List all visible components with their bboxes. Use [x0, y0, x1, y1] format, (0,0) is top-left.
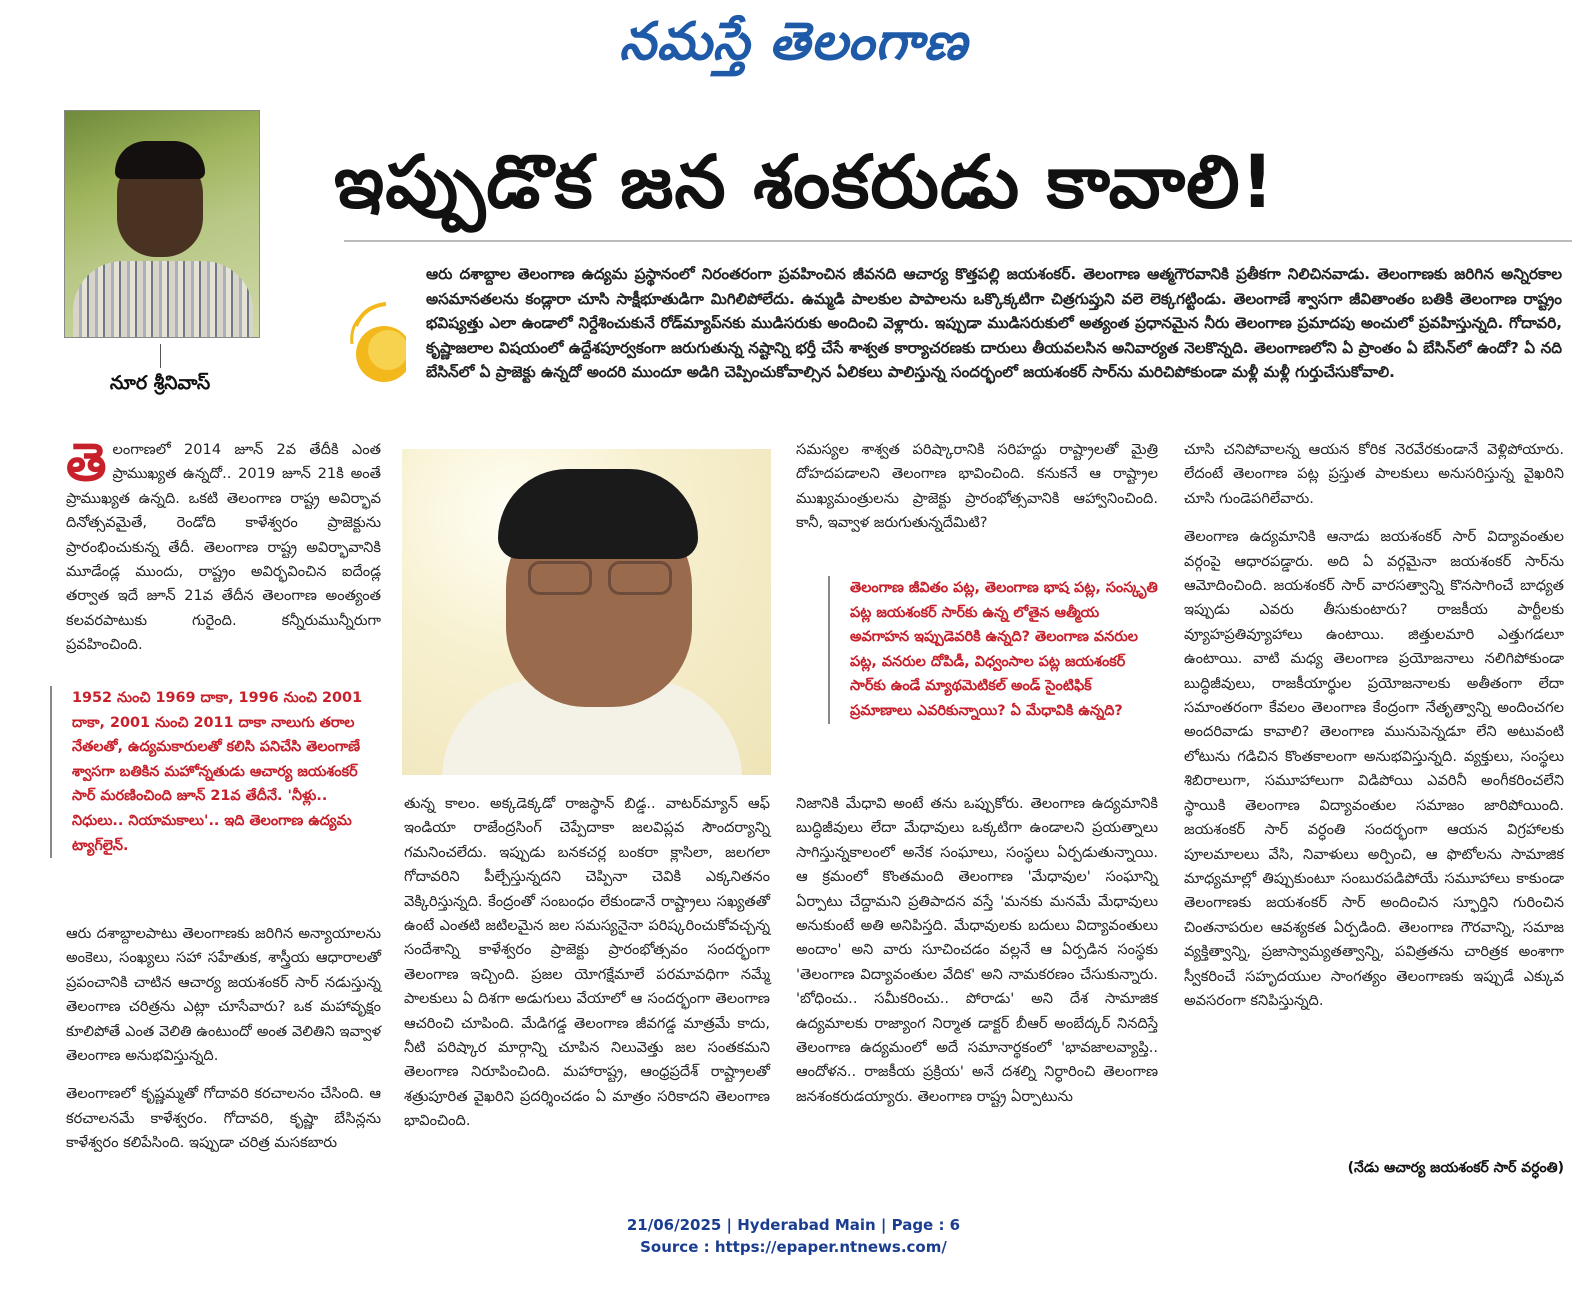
column-3-top [796, 438, 1158, 550]
footer-source: Source : https://epaper.ntnews.com/ [640, 1238, 947, 1256]
col4-paragraph-1: చూసి చనిపోవాలన్న ఆయన కోరిక నెరవేరకుండానే వెళ్లిపోయారు. లేదంటే తెలంగాణ పట్ల ప్రస్తుత పాలకులు అనుసరిస్తున్న వైఖరిని చూసి గుండెపగిలేవారు. [1184, 441, 1564, 507]
intro-paragraph: ఆరు దశాబ్దాల తెలంగాణ ఉద్యమ ప్రస్థానంలో నిరంతరంగా ప్రవహించిన జీవనది ఆచార్య కొత్తపల్లి జయశంకర్. తెలంగాణ ఆత్మగౌరవానికి ప్రతీకగా నిలిచినవాడు. తెలంగాణకు జరిగిన అన్నిరకాల అసమానతలను కండ్లారా చూసి సాక్షీభూతుడిగా మిగిలిపోలేదు. ఉమ్మడి పాలకుల పాపాలను ఒక్కొక్కటిగా చిత్రగుప్తుని వలె లెక్కగట్టిండు. తెలంగాణే శ్వాసగా జీవితాంతం బతికి తెలంగాణ రాష్ట్రం భవిష్యత్తు ఎలా ఉండాలో నిర్దేశించుకునే రోడ్‌మ్యాప్‌నకు ముడిసరుకు అందించి వెళ్లారు. ఇప్పుడా ముడిసరుకులో అత్యంత ప్రధానమైన నీరు తెలంగాణ ప్రమాదపు అంచులో ప్రవహిస్తున్నది. గోదావరి, కృష్ణాజలాల విషయంలో ఉద్దేశపూర్వకంగా జరుగుతున్న నష్టాన్ని భర్తీ చేసే శాశ్వత కార్యాచరణకు దారులు తీయవలసిన అనివార్యత నెలకొన్నది. తెలంగాణలోని ఏ ప్రాంతం ఏ బేసిన్‌లో ఉందో? ఏ నది బేసిన్‌లో ఏ ప్రాజెక్టు ఉన్నదో అందరి ముందూ అడిగి చెప్పించుకోవాల్సిన ఏలికలు పాలిస్తున్న సందర్భంలో జయశంకర్ సార్‌ను మరిచిపోకుండా మళ్లీ మళ్లీ గుర్తుచేసుకోవాలి. [426, 265, 1562, 382]
col2-paragraph-1: తున్న కాలం. అక్కడెక్కడో రాజస్థాన్ బిడ్డ.. వాటర్‌మ్యాన్ ఆఫ్ ఇండియా రాజేంద్రసింగ్ చెప్పేదాకా జలవిప్లవ సౌందర్యాన్ని గమనించలేదు. ఇప్పుడు బనకచర్ల బంకరా క్లాసిలా, జలగలా గోదావరిని పీల్చేస్తున్నదని చెప్పినా చెవికి ఎక్కనితనం వెక్కిరిస్తున్నది. కేంద్రంతో సంబంధం లేకుండానే రాష్ట్రాలు సఖ్యతతో ఉంటే ఎంతటి జటిలమైన జల సమస్యనైనా పరిష్కరించుకోవచ్చన్న సందేశాన్ని కాళేశ్వరం ప్రాజెక్టు ప్రారంభోత్సవం సందర్భంగా తెలంగాణ ఇచ్చింది. ప్రజల యోగక్షేమాలే పరమావధిగా నమ్మే పాలకులు ఏ దిశగా అడుగులు వేయాలో ఆ సందర్భంగా తెలంగాణ ఆచరించి చూపింది. మేడిగడ్డ తెలంగాణ జీవగడ్డ మాత్రమే కాదు, నీటి పరిష్కార మార్గాన్ని చూపిన నిలువెత్తు జల సంతకమని తెలంగాణ నిరూపించింది. మహారాష్ట్ర, ఆంధ్రప్రదేశ్ రాష్ట్రాలతో శత్రుపూరిత వైఖరిని ప్రదర్శించడం ఏ మాత్రం సరికాదని తెలంగాణ భావించింది. [404, 795, 770, 1130]
col3-paragraph-1: సమస్యల శాశ్వత పరిష్కారానికి సరిహద్దు రాష్ట్రాలతో మైత్రి దోహదపడాలని తెలంగాణ భావించింది. కనుకనే ఆ రాష్ట్రాల ముఖ్యమంత్రులను ప్రాజెక్టు ప్రారంభోత్సవానికి ఆహ్వానించింది. కానీ, ఇవ్వాళ జరుగుతున్నదేమిటి? [796, 441, 1158, 532]
col3-paragraph-2: నిజానికి మేధావి అంటే తను ఒప్పుకోరు. తెలంగాణ ఉద్యమానికి బుద్ధిజీవులు లేదా మేధావులు ఒక్కటిగా ఉండాలని ప్రయత్నాలు సాగిస్తున్నకాలంలో అనేక సంఘాలు, సంస్థలు ఏర్పడుతున్నాయి. ఆ క్రమంలో కొంతమంది తెలంగాణ 'మేధావుల' సంఘాన్ని ఏర్పాటు చేద్దామని ప్రతిపాదన వస్తే 'మనకు మనమే మేధావులు అనుకుంటే అతి అనిపిస్తది. మేధావులకు బదులు విద్యావంతులు అందాం' అని వారు సూచించడం వల్లనే ఆ ఏర్పడిన సంస్థకు 'తెలంగాణ విద్యావంతుల వేదిక' అని నామకరణం చేసుకున్నారు. 'బోధించు.. సమీకరించు.. పోరాడు' అని దేశ సామాజిక ఉద్యమాలకు రాజ్యాంగ నిర్మాత డాక్టర్ బీఆర్ అంబేద్కర్ నినదిస్తే తెలంగాణ ఉద్యమంలో అదే సమానార్థకంలో 'భావజాలవ్యాప్తి.. ఆందోళన.. రాజకీయ ప్రక్రియ' అనే దశల్ని నిర్ధారించి తెలంగాణ జనశంకరుడయ్యారు. తెలంగాణ రాష్ట్ర ఏర్పాటును [796, 795, 1158, 1105]
column-1-top [66, 433, 381, 658]
dropcap: తె [66, 433, 107, 493]
author-photo [64, 110, 260, 338]
headline-divider [344, 240, 1572, 242]
col1-paragraph-2: ఆరు దశాబ్దాలపాటు తెలంగాణకు జరిగిన అన్యాయాలను అంకెలు, సంఖ్యలు సహా సహేతుక, శాస్త్రీయ ఆధారాలతో ప్రపంచానికి చాటిన ఆచార్య జయశంకర్ సార్ నడుస్తున్న తెలంగాణ చరిత్రను ఎట్లా చూసేవారు? ఒక మహావృక్షం కూలిపోతే ఎంత వెలితి ఉంటుందో అంత వెలితిని ఇవ్వాళ తెలంగాణ అనుభవిస్తున్నది. [66, 925, 381, 1065]
jayashankar-portrait [402, 449, 771, 775]
pullquote-left: 1952 నుంచి 1969 దాకా, 1996 నుంచి 2001 దాకా, 2001 నుంచి 2011 దాకా నాలుగు తరాల నేతలతో, ఉద్యమకారులతో కలిసి పనిచేసి తెలంగాణే శ్వాసగా బతికిన మహోన్నతుడు ఆచార్య జయశంకర్ సార్ మరణించింది జూన్ 21వ తేదీనే. 'నీళ్లు.. నిధులు.. నియామకాలు'.. ఇది తెలంగాణ ఉద్యమ ట్యాగ్‌లైన్. [50, 686, 372, 858]
column-4 [1184, 438, 1564, 1027]
footer-date-edition: 21/06/2025 | Hyderabad Main | Page : 6 [626, 1216, 961, 1234]
col1-paragraph-1: లంగాణలో 2014 జూన్ 2వ తేదీకి ఎంత ప్రాముఖ్యత ఉన్నదో.. 2019 జూన్ 21కి అంతే ప్రాముఖ్యత ఉన్నది. ఒకటి తెలంగాణ రాష్ట్ర అవిర్భావ దినోత్సవమైతే, రెండోది కాళేశ్వరం ప్రాజెక్టును ప్రారంభించుకున్న తేదీ. తెలంగాణ రాష్ట్ర అవిర్భావానికి మూడేండ్ల ముందు, రాష్ట్రం అవిర్భవించిన ఐదేండ్ల తర్వాత ఇదే జూన్ 21వ తేదీన తెలంగాణ అంత్యంత కలవరపాటుకు గురైంది. కన్నీరుమున్నీరుగా ప్రవహించింది. [66, 441, 381, 654]
masthead-logo: నమస్తే తెలంగాణ [619, 11, 968, 72]
column-2 [404, 792, 770, 1148]
col4-paragraph-2: తెలంగాణ ఉద్యమానికి ఆనాడు జయశంకర్ సార్ విద్యావంతుల వర్గంపై ఆధారపడ్డారు. అది ఏ వర్గమైనా జయశంకర్ సార్‌ను ఆమోదించింది. జయశంకర్ సార్ వారసత్వాన్ని కొనసాగించే బాధ్యత ఇప్పుడు ఎవరు తీసుకుంటారు? రాజకీయ పార్టీలకు వ్యూహప్రతివ్యూహాలు ఉంటాయి. జిత్తులమారి ఎత్తుగడలూ ఉంటాయి. వాటి మధ్య తెలంగాణ ప్రయోజనాలు నలిగిపోకుండా బుద్ధిజీవులు, రాజకీయార్థుల ప్రయోజనాలకు అతీతంగా లేదా సమాంతరంగా కేవలం తెలంగాణ కేంద్రంగా నేతృత్వాన్ని అందించగల అందరివాడు కావాలి? తెలంగాణ మునుపెన్నడూ లేని అటువంటి లోటును గడిచిన కొంతకాలంగా అనుభవిస్తున్నది. వ్యక్తులు, సంస్థలు శిబిరాలుగా, సమూహాలుగా విడిపోయి ఎవరినీ అంగీకరించలేని స్థాయికి తెలంగాణ విద్యావంతుల సమాజం జారిపోయింది. జయశంకర్ సార్ వర్ధంతి సందర్భంగా ఆయన విగ్రహాలకు పూలమాలలు వేసి, నివాళులు అర్పించి, ఆ ఫొటోలను సామాజిక మాధ్యమాల్లో తిప్పుకుంటూ సంబురపడిపోయే సమూహాలు కాకుండా తెలంగాణకు జయశంకర్ సార్ అందించిన స్ఫూర్తిని గురించిన చింతనాపరుల ఆవశ్యకత ఏర్పడింది. తెలంగాణ గౌరవాన్ని, సమాజ వ్యక్తిత్వాన్ని, ప్రజాస్వామ్యతత్వాన్ని, పవిత్రతను చారిత్రక అంశాగా స్వీకరించే సహృదయుల సాంగత్యం తెలంగాణకు ఇప్పుడే ఎక్కువ అవసరంగా కనిపిస్తున్నది. [1184, 528, 1564, 1009]
col1-paragraph-3: తెలంగాణలో కృష్ణమ్మతో గోదావరి కరచాలనం చేసింది. ఆ కరచాలనమే కాళేశ్వరం. గోదావరి, కృష్ణా బేసిన్లను కాళేశ్వరం కలిపేసింది. ఇప్పుడా చరిత్ర మసకబారు [66, 1085, 381, 1152]
article-credit: (నేడు ఆచార్య జయశంకర్ సార్ వర్ధంతి) [1347, 1160, 1564, 1176]
column-3-bottom [796, 792, 1158, 1123]
author-divider [160, 344, 161, 368]
pullquote-right: తెలంగాణ జీవితం పట్ల, తెలంగాణ భాష పట్ల, సంస్కృతి పట్ల జయశంకర్ సార్‌కు ఉన్న లోతైన ఆత్మీయ అవగాహన ఇప్పుడెవరికి ఉన్నది? తెలంగాణ వనరుల పట్ల, వనరుల దోపిడీ, విధ్వంసాల పట్ల జయశంకర్ సార్‌కు ఉండే మ్యాథమెటికల్ అండ్ సైంటిఫిక్ ప్రమాణాలు ఎవరికున్నాయి? ఏ మేధావికి ఉన్నది? [828, 576, 1158, 724]
headline: ఇప్పుడొక జన శంకరుడు కావాలి! [334, 140, 1275, 225]
author-name: నూర శ్రీనివాస్ [109, 372, 211, 394]
column-1-bottom [66, 922, 381, 1170]
sun-decoration-icon [346, 296, 406, 396]
